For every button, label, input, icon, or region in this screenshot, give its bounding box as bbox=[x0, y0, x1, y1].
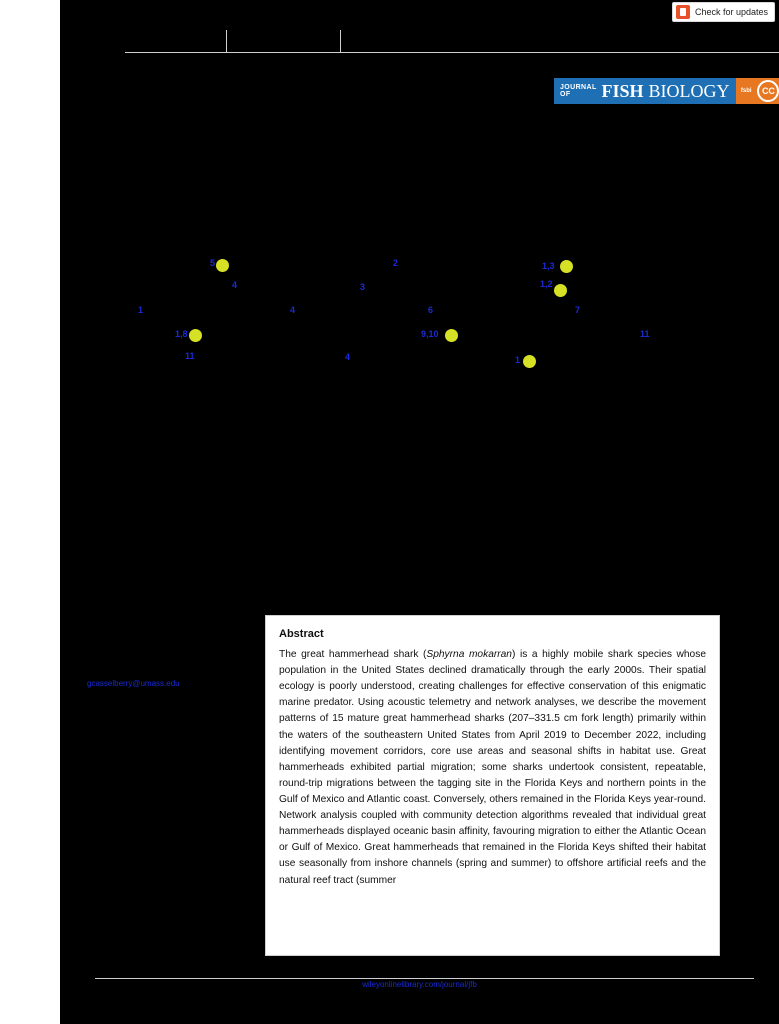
abstract-body-lead: The great hammerhead shark ( bbox=[279, 649, 427, 660]
affiliation-marker: 4 bbox=[290, 305, 296, 315]
orcid-icon[interactable] bbox=[560, 260, 573, 273]
affiliation-marker: 11 bbox=[640, 329, 650, 339]
affiliation-marker: 7 bbox=[575, 305, 581, 315]
journal-title-biology: BIOLOGY bbox=[648, 81, 730, 101]
affiliation-marker: 1 bbox=[138, 305, 144, 315]
check-for-updates-label: Check for updates bbox=[694, 7, 768, 17]
journal-of-label: JOURNAL OF bbox=[560, 84, 597, 98]
affiliation-marker: 5 bbox=[210, 258, 216, 268]
orcid-icon[interactable] bbox=[445, 329, 458, 342]
affiliation-marker: 4 bbox=[345, 352, 351, 362]
affiliation-marker: 3 bbox=[360, 282, 366, 292]
orcid-icon[interactable] bbox=[523, 355, 536, 368]
article-page bbox=[60, 0, 779, 1024]
fsbi-society-icon: fsbi bbox=[736, 78, 757, 104]
orcid-icon[interactable] bbox=[216, 259, 229, 272]
journal-title-fish: FISH bbox=[601, 81, 644, 101]
affiliation-marker: 11 bbox=[185, 351, 195, 361]
affiliation-marker: 1 bbox=[515, 355, 521, 365]
orcid-icon[interactable] bbox=[554, 284, 567, 297]
affiliation-marker: 1,2 bbox=[540, 279, 553, 289]
abstract-text bbox=[279, 647, 706, 889]
creative-commons-icon: CC bbox=[757, 80, 779, 102]
correspondence-email[interactable]: gcasselberry@umass.edu bbox=[87, 679, 180, 688]
check-for-updates-badge[interactable] bbox=[672, 2, 775, 22]
species-binomial: Sphyrna mokarran bbox=[426, 649, 512, 660]
abstract-title: Abstract bbox=[279, 628, 324, 640]
affiliation-marker: 4 bbox=[232, 280, 238, 290]
orcid-icon[interactable] bbox=[189, 329, 202, 342]
footer-rule bbox=[95, 978, 754, 979]
abstract-body-rest: ) is a highly mobile shark species whose population in the United States declined dramatically through the early 2000s. Their spatial ecology is poorly understood, creating challenges for effective conservation of this enigmatic marine predator. Using acoustic telemetry and network analyses, we describe the movement patterns of 15 mature great hammerhead sharks (207–331.5 cm fork length) primarily within the waters of the southeastern United States from April 2019 to December 2022, including identifying movement corridors, core use areas and seasonal shifts in habitat use. Great hammerheads exhibited partial migration; some sharks undertook consistent, repeatable, round-trip migrations between the tagging site in the Florida Keys and northern points in the Gulf of Mexico and Atlantic coast. Conversely, others remained in the Florida Keys year-round. Network analysis coupled with community detection algorithms revealed that individual great hammerheads displayed oceanic basin affinity, favouring migration to either the Atlantic Ocean or Gulf of Mexico. Great hammerheads that remained in the Florida Keys shifted their habitat use seasonally from inshore channels (spring and summer) to offshore artificial reefs and the natural reef tract (summer bbox=[279, 649, 706, 886]
pdf-update-icon bbox=[676, 5, 690, 19]
affiliation-marker: 2 bbox=[393, 258, 399, 268]
affiliation-marker: 6 bbox=[428, 305, 434, 315]
page-left-margin bbox=[0, 0, 60, 1024]
affiliation-marker: 1,8 bbox=[175, 329, 188, 339]
journal-footer-link[interactable]: wileyonlinelibrary.com/journal/jfb bbox=[362, 980, 477, 989]
affiliation-marker: 1,3 bbox=[542, 261, 555, 271]
affiliation-marker: 9,10 bbox=[421, 329, 439, 339]
abstract-box bbox=[265, 615, 720, 956]
